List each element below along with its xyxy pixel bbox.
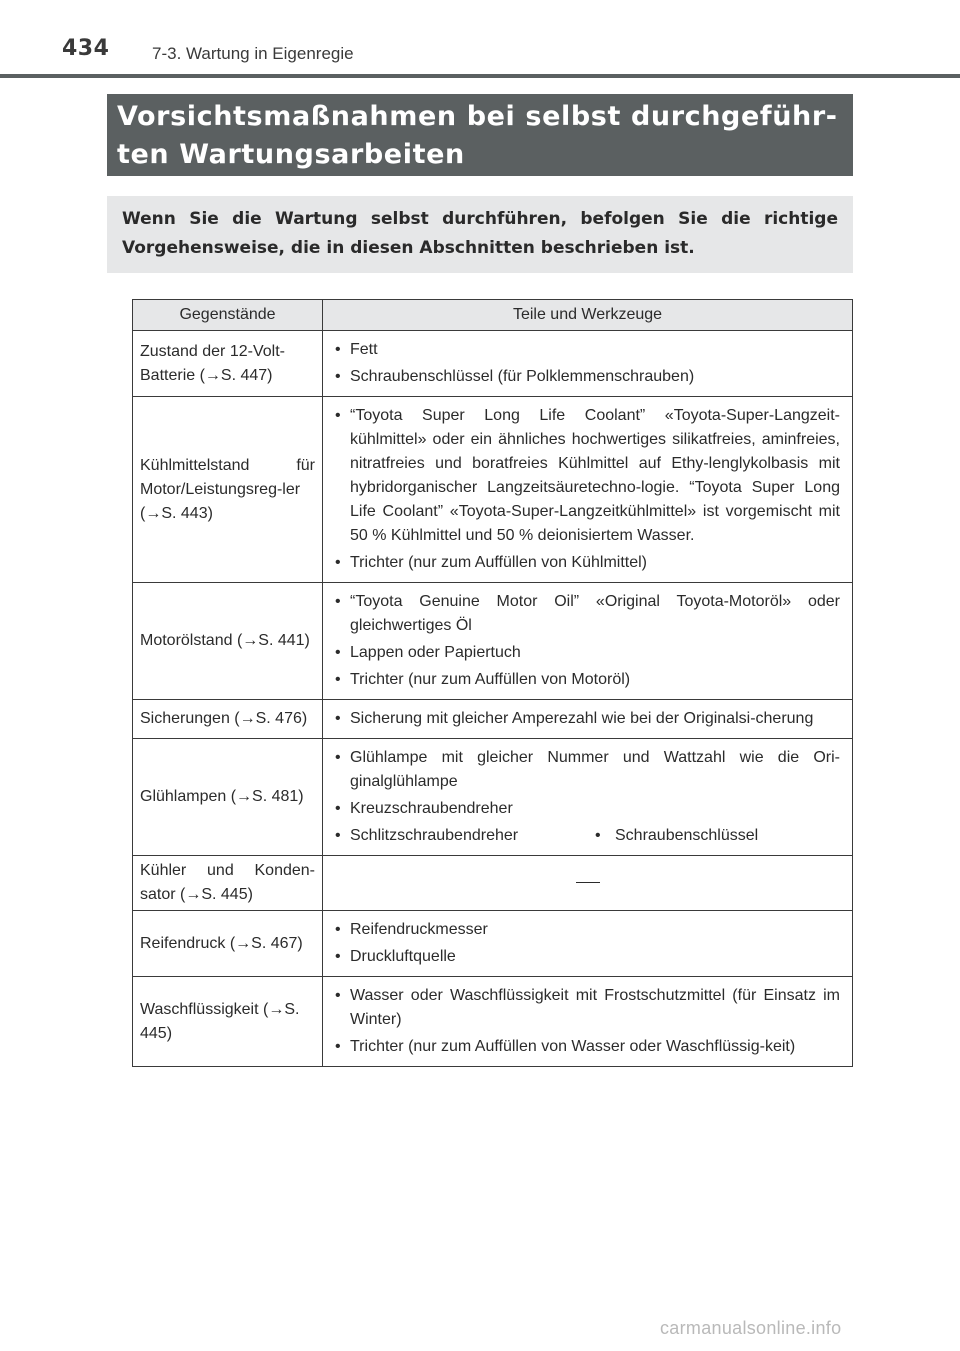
tool-list-item: • Schraubenschlüssel (für Polklemmenschrauben) [335, 365, 840, 389]
row-item: Kühlmittelstand für Motor/Leistungsreg-ler (→S. 443) [133, 397, 323, 583]
tool-list-item: • Trichter (nur zum Auffüllen von Kühlmittel) [335, 551, 840, 575]
row-item: Reifendruck (→S. 467) [133, 911, 323, 977]
tool-list-item: • Trichter (nur zum Auffüllen von Wasser oder Waschflüssig-keit) [335, 1035, 840, 1059]
table-row [133, 700, 853, 739]
tool-list-item: • Schraubenschlüssel [595, 824, 758, 848]
row-item: Kühler und Konden-sator (→S. 445) [133, 856, 323, 911]
row-item: Waschflüssigkeit (→S. 445) [133, 977, 323, 1067]
row-tools [323, 739, 853, 856]
row-tools [323, 331, 853, 397]
table-row [133, 331, 853, 397]
tool-list-item: • Glühlampe mit gleicher Nummer und Wattzahl wie die Ori-ginalglühlampe [335, 746, 840, 794]
tool-list-item-split [335, 824, 840, 848]
row-tools [323, 397, 853, 583]
tool-list-item: • Druckluftquelle [335, 945, 840, 969]
header-rule [0, 74, 960, 78]
table-row [133, 397, 853, 583]
tool-list-item: • Sicherung mit gleicher Amperezahl wie bei der Originalsi-cherung [335, 707, 840, 731]
tool-list-item: • “Toyota Super Long Life Coolant” «Toyota-Super-Langzeit-kühlmittel» oder ein ähnliches hochwertiges silikatfreies, aminfreies, nitratfreies und boratfreies Kühlmittel auf Ethy-lenglykolbasis mit hybridorganischer Langzeitsäuretechno-logie. “Toyota Super Long Life Coolant” «Toyota-Super-Langzeitkühlmittel» ist vorgemischt mit 50 % Kühlmittel und 50 % deionisiertem Wasser. [335, 404, 840, 548]
row-tools [323, 700, 853, 739]
row-tools-empty [323, 856, 853, 911]
tool-list-item: • Schlitzschraubendreher [350, 827, 519, 844]
parts-table [132, 299, 853, 1067]
row-tools [323, 977, 853, 1067]
tool-list-item: • Wasser oder Waschflüssigkeit mit Frostschutzmittel (für Einsatz im Winter) [335, 984, 840, 1032]
tool-list-item: • Trichter (nur zum Auffüllen von Motoröl) [335, 668, 840, 692]
table-row [133, 856, 853, 911]
table-row [133, 583, 853, 700]
section-title [107, 94, 853, 176]
table-header-row [133, 300, 853, 331]
empty-dash [576, 882, 600, 883]
table-row [133, 911, 853, 977]
tool-list-item: • Reifendruckmesser [335, 918, 840, 942]
row-item: Motorölstand (→S. 441) [133, 583, 323, 700]
watermark: carmanualsonline.info [660, 1318, 842, 1338]
tool-list-item: • Fett [335, 338, 840, 362]
table-row [133, 739, 853, 856]
tool-list-item: • Kreuzschraubendreher [335, 797, 840, 821]
row-tools [323, 583, 853, 700]
tool-list-item: • “Toyota Genuine Motor Oil” «Original Toyota-Motoröl» oder gleichwertiges Öl [335, 590, 840, 638]
row-item: Glühlampen (→S. 481) [133, 739, 323, 856]
table-row [133, 977, 853, 1067]
column-header-tools: Teile und Werkzeuge [323, 300, 853, 331]
row-item: Sicherungen (→S. 476) [133, 700, 323, 739]
row-tools [323, 911, 853, 977]
tool-list-item: • Lappen oder Papiertuch [335, 641, 840, 665]
column-header-items: Gegenstände [133, 300, 323, 331]
section-title-line-1: Vorsichtsmaßnahmen bei selbst durchgeführ- [117, 101, 838, 132]
section-label: 7-3. Wartung in Eigenregie [152, 44, 354, 63]
row-item: Zustand der 12-Volt-Batterie (→S. 447) [133, 331, 323, 397]
intro-text: Wenn Sie die Wartung selbst durchführen, befolgen Sie die richtige Vorgehensweise, die in diesen Abschnitten beschrieben ist. [107, 196, 853, 273]
section-title-line-2: ten Wartungsarbeiten [117, 139, 465, 170]
page-number: 434 [62, 36, 110, 61]
